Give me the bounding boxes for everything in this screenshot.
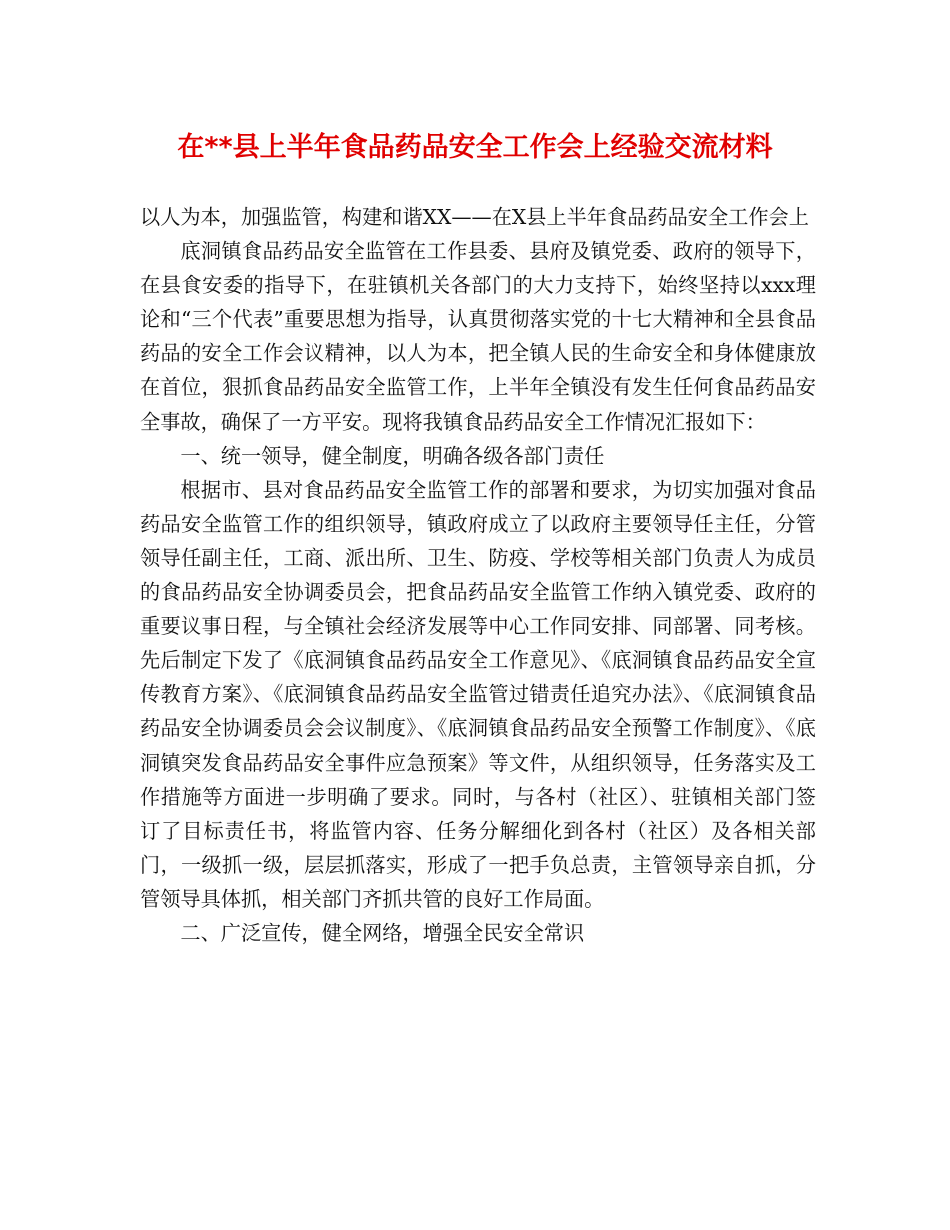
paragraph-subtitle: 以人为本，加强监管，构建和谐XX——在X县上半年食品药品安全工作会上 [140,205,809,229]
paragraph-section-1: 根据市、县对食品药品安全监管工作的部署和要求，为切实加强对食品药品安全监管工作的组织领导，镇政府成立了以政府主要领导任主任，分管领导任副主任，工商、派出所、卫生、防疫、学校等相关部门负责人为成员的食品药品安全协调委员会，把食品药品安全监管工作纳入镇党委、政府的重要议事日程，与全镇社会经济发展等中心工作同安排、同部署、同考核。先后制定下发了《底洞镇食品药品安全工作意见》、《底洞镇食品药品安全宣传教育方案》、《底洞镇食品药品安全监管过错责任追究办法》、《底洞镇食品药品安全协调委员会会议制度》、《底洞镇食品药品安全预警工作制度》、《底洞镇突发食品药品安全事件应急预案》等文件，从组织领导，任务落实及工作措施等方面进一步明确了要求。同时，与各村（社区）、驻镇相关部门签订了目标责任书，将监管内容、任务分解细化到各村（社区）及各相关部门，一级抓一级，层层抓落实，形成了一把手负总责，主管领导亲自抓，分管领导具体抓，相关部门齐抓共管的良好工作局面。 [140,477,816,911]
section-heading-2: 二、广泛宣传，健全网络，增强全民安全常识 [180,920,585,945]
section-heading-1: 一、统一领导，健全制度，明确各级各部门责任 [180,443,605,468]
paragraph-intro: 底洞镇食品药品安全监管在工作县委、县府及镇党委、政府的领导下，在县食安委的指导下，在驻镇机关各部门的大力支持下，始终坚持以xxx理论和“三个代表”重要思想为指导，认真贯彻落实党的十七大精神和全县食品药品的安全工作会议精神，以人为本，把全镇人民的生命安全和身体健康放在首位，狠抓食品药品安全监管工作，上半年全镇没有发生任何食品药品安全事故，确保了一方平安。现将我镇食品药品安全工作情况汇报如下： [140,239,816,434]
document-title: 在**县上半年食品药品安全工作会上经验交流材料 [177,132,773,163]
document-body [140,200,816,950]
